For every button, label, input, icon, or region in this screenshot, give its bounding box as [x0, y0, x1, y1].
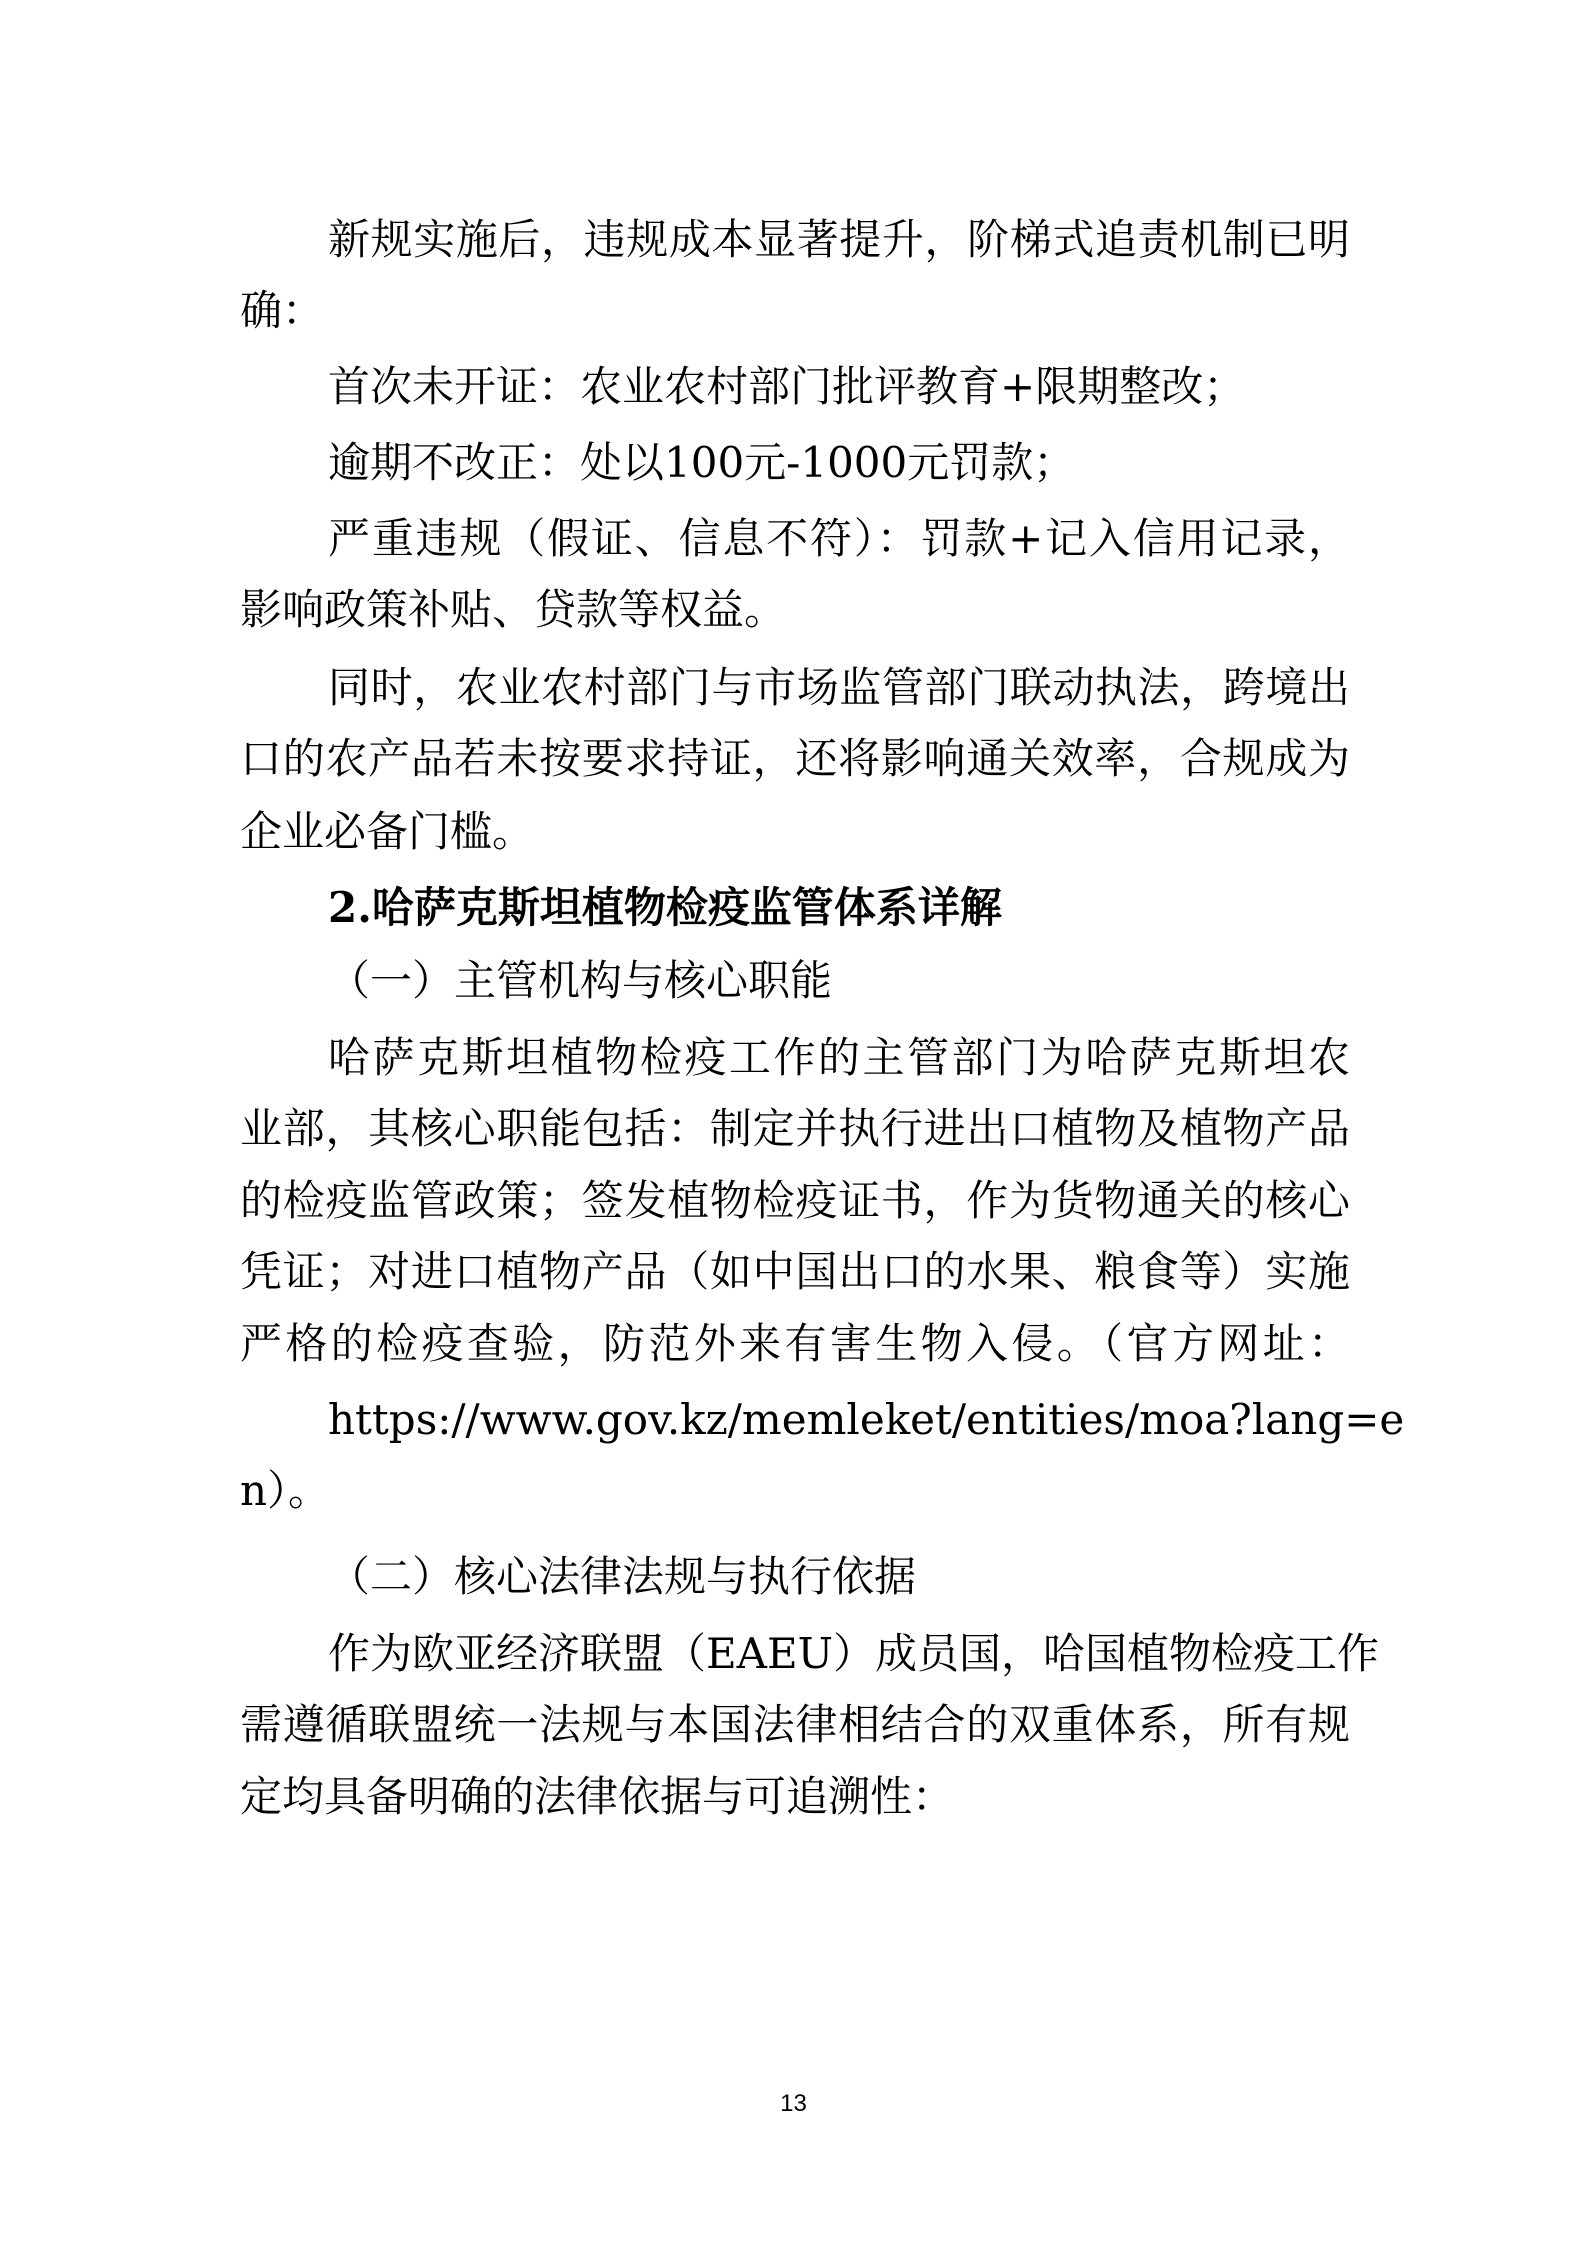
paragraph-line: 首次未开证：农业农村部门批评教育+限期整改；: [328, 362, 1246, 411]
paragraph-line: 业部，其核心职能包括：制定并执行进出口植物及植物产品: [240, 1104, 1350, 1153]
paragraph-line: 定均具备明确的法律依据与可追溯性：: [240, 1772, 955, 1821]
paragraph-line: 的检疫监管政策；签发植物检疫证书，作为货物通关的核心: [240, 1176, 1350, 1225]
page-number: 13: [780, 2090, 807, 2117]
paragraph-line: 逾期不改正：处以100元-1000元罚款；: [328, 438, 1076, 487]
paragraph-line: 严格的检疫查验，防范外来有害生物入侵。（官方网址：: [240, 1319, 1350, 1368]
section-heading: 2.哈萨克斯坦植物检疫监管体系详解: [328, 883, 1002, 932]
url-line: https://www.gov.kz/memleket/entities/moa?lang=e: [328, 1395, 1405, 1444]
paragraph-line: 新规实施后，违规成本显著提升，阶梯式追责机制已明: [328, 215, 1350, 264]
paragraph-line: n）。: [240, 1466, 331, 1515]
paragraph-line: 影响政策补贴、贷款等权益。: [240, 585, 787, 634]
subsection-heading: （一）主管机构与核心职能: [328, 956, 833, 1005]
paragraph-line: 同时，农业农村部门与市场监管部门联动执法，跨境出: [328, 663, 1350, 712]
paragraph-line: 作为欧亚经济联盟（EAEU）成员国，哈国植物检疫工作: [328, 1629, 1380, 1678]
paragraph-line: 确：: [240, 286, 325, 335]
paragraph-line: 凭证；对进口植物产品（如中国出口的水果、粮食等）实施: [240, 1247, 1350, 1296]
paragraph-line: 需遵循联盟统一法规与本国法律相结合的双重体系，所有规: [240, 1700, 1350, 1749]
paragraph-line: 口的农产品若未按要求持证，还将影响通关效率，合规成为: [240, 734, 1350, 783]
paragraph-line: 企业必备门槛。: [240, 807, 535, 856]
paragraph-line: 哈萨克斯坦植物检疫工作的主管部门为哈萨克斯坦农: [328, 1033, 1350, 1082]
paragraph-line: 严重违规（假证、信息不符）：罚款+记入信用记录，: [328, 514, 1350, 563]
subsection-heading: （二）核心法律法规与执行依据: [328, 1552, 917, 1601]
